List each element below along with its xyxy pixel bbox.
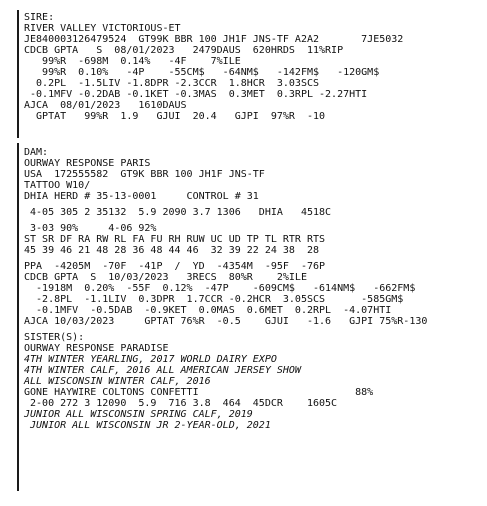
dam-trait-header: ST SR DF RA RW RL FA FU RH RUW UC UD TP TL RTR RTS bbox=[24, 234, 326, 245]
sire-line: 99%R -698M 0.14% -4F 7%ILE bbox=[24, 56, 241, 67]
sire-line: CDCB GPTA S 08/01/2023 2479DAUS 620HRDS 11%RIP bbox=[24, 45, 344, 56]
dam-line: OURWAY RESPONSE PARIS bbox=[24, 158, 151, 169]
sire-line: RIVER VALLEY VICTORIOUS-ET bbox=[24, 23, 181, 34]
sisters-heading: SISTER(S): bbox=[24, 332, 85, 343]
dam-section bbox=[24, 147, 479, 431]
dam-line: -1918M 0.20% -55F 0.12% -47P -609CM$ -614NM$ -662FM$ bbox=[24, 283, 416, 294]
dam-trait-values: 45 39 46 21 48 28 36 48 44 46 32 39 22 24 38 28 bbox=[24, 245, 320, 256]
sire-line: -0.1MFV -0.2DAB -0.1KET -0.3MAS 0.3MET 0.3RPL -2.27HTI bbox=[24, 89, 368, 100]
dam-line: TATTOO W10/ bbox=[24, 180, 91, 191]
sister-award-line: ALL WISCONSIN WINTER CALF, 2016 bbox=[24, 376, 211, 387]
dam-heading: DAM: bbox=[24, 147, 49, 158]
sister-award-line: 4TH WINTER CALF, 2016 ALL AMERICAN JERSEY SHOW bbox=[24, 365, 301, 376]
sire-line: 0.2PL -1.5LIV -1.8DPR -2.3CCR 1.8HCR 3.03SCS bbox=[24, 78, 320, 89]
sister-award-line: JUNIOR ALL WISCONSIN SPRING CALF, 2019 bbox=[24, 409, 253, 420]
dam-line: USA 172555582 GT9K BBR 100 JH1F JNS-TF bbox=[24, 169, 265, 180]
sire-heading: SIRE: bbox=[24, 12, 55, 23]
sire-line: 99%R 0.10% -4P -55CM$ -64NM$ -142FM$ -120GM$ bbox=[24, 67, 380, 78]
dam-section-rule bbox=[17, 143, 19, 491]
dam-line: PPA -4205M -70F -41P / YD -4354M -95F -76P bbox=[24, 261, 326, 272]
dam-line: -0.1MFV -0.5DAB -0.9KET 0.0MAS 0.6MET 0.2RPL -4.07HTI bbox=[24, 305, 392, 316]
dam-line: AJCA 10/03/2023 GPTAT 76%R -0.5 GJUI -1.6 GJPI 75%R-130 bbox=[24, 316, 428, 327]
dam-record-line: 4-05 305 2 35132 5.9 2090 3.7 1306 DHIA 4518C bbox=[24, 207, 332, 218]
sire-section bbox=[24, 12, 479, 122]
sister-award-line: JUNIOR ALL WISCONSIN JR 2-YEAR-OLD, 2021 bbox=[24, 420, 271, 431]
sister-line: GONE HAYWIRE COLTONS CONFETTI 88% bbox=[24, 387, 374, 398]
sister-record-line: 2-00 272 3 12090 5.9 716 3.8 464 45DCR 1605C bbox=[24, 398, 338, 409]
sister-line: OURWAY RESPONSE PARADISE bbox=[24, 343, 169, 354]
sister-award-line: 4TH WINTER YEARLING, 2017 WORLD DAIRY EXPO bbox=[24, 354, 277, 365]
sire-section-rule bbox=[17, 10, 19, 138]
sire-line: JE840003126479524 GT99K BBR 100 JH1F JNS-TF A2A2 7JE5032 bbox=[24, 34, 404, 45]
dam-line: CDCB GPTA S 10/03/2023 3RECS 80%R 2%ILE bbox=[24, 272, 307, 283]
dam-line: DHIA HERD # 35-13-0001 CONTROL # 31 bbox=[24, 191, 259, 202]
dam-classification-line: 3-03 90% 4-06 92% bbox=[24, 223, 157, 234]
dam-line: -2.8PL -1.1LIV 0.3DPR 1.7CCR -0.2HCR 3.05SCS -585GM$ bbox=[24, 294, 404, 305]
sire-line: GPTAT 99%R 1.9 GJUI 20.4 GJPI 97%R -10 bbox=[24, 111, 326, 122]
sire-line: AJCA 08/01/2023 1610DAUS bbox=[24, 100, 187, 111]
